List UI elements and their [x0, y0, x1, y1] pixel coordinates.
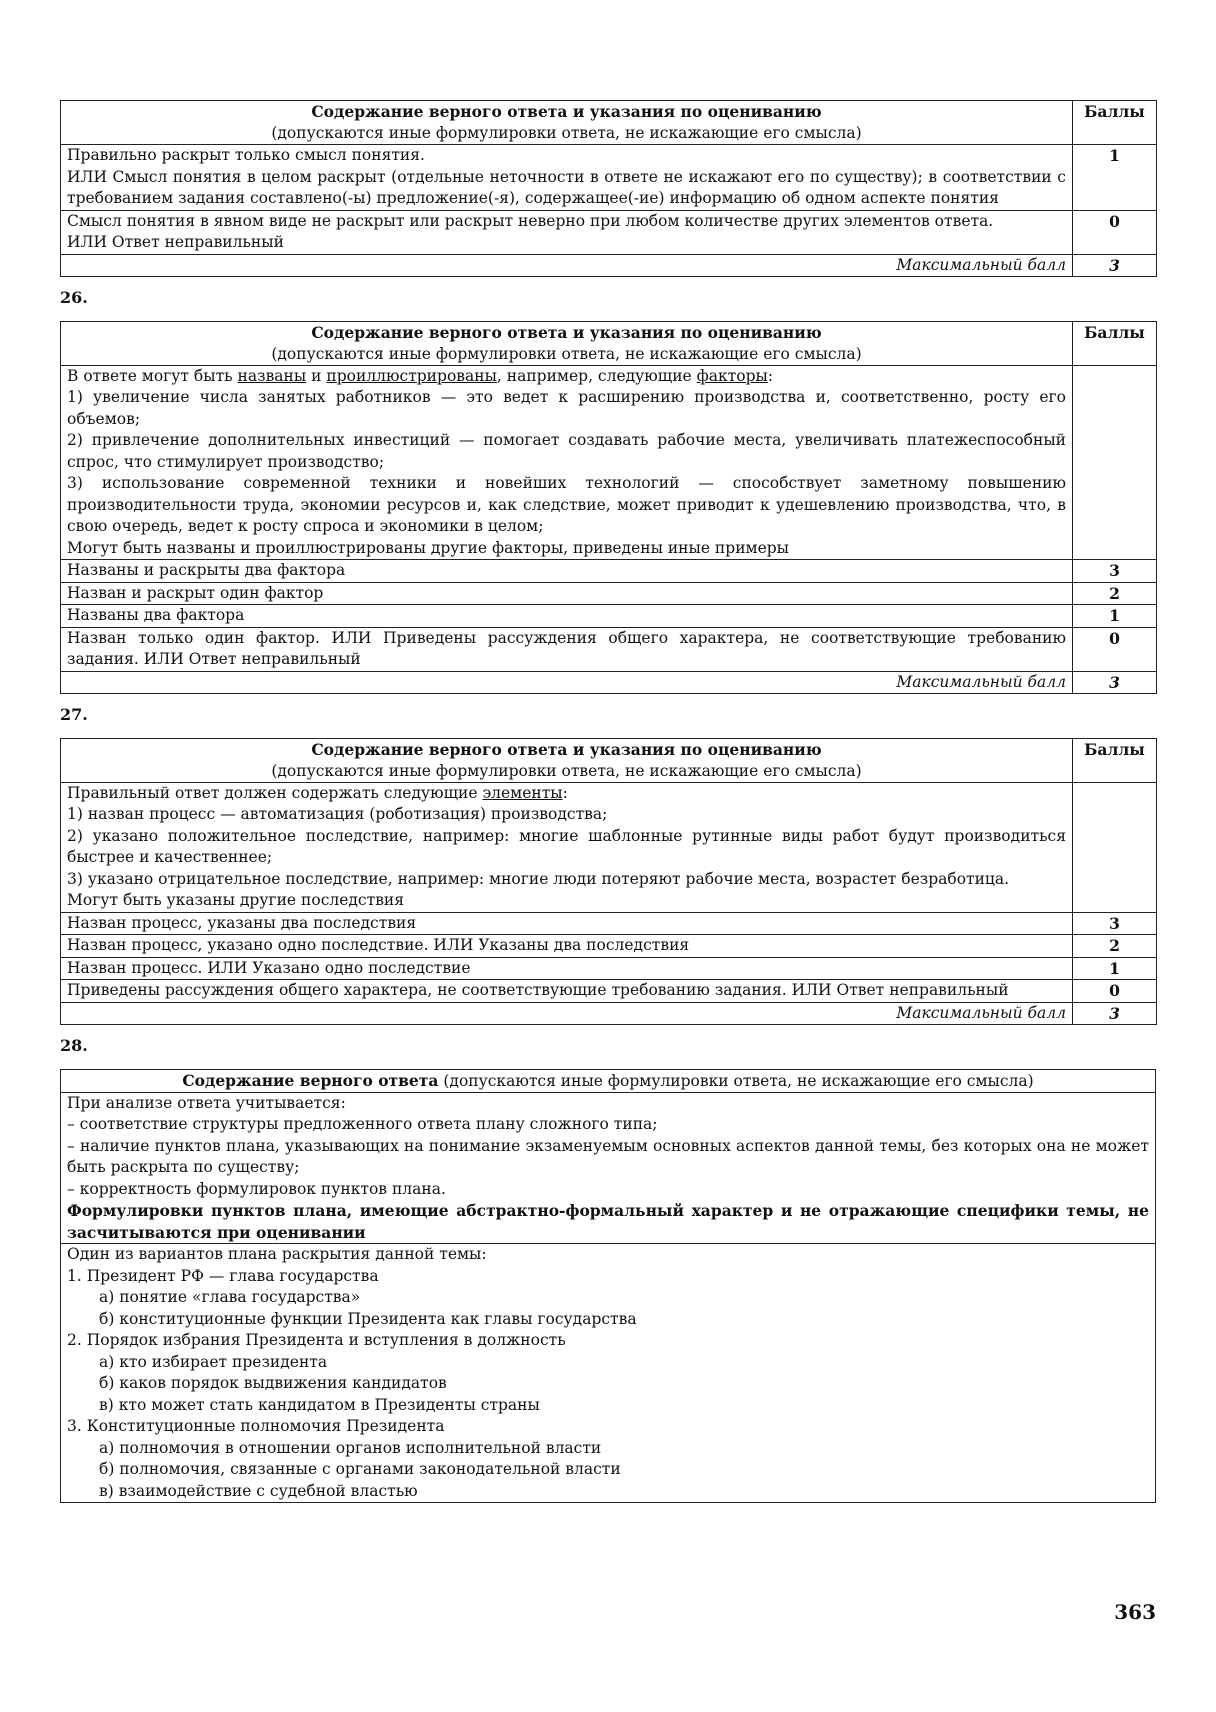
max-score-label: Максимальный балл [61, 671, 1073, 694]
plan-subpoint: а) понятие «глава государства» [99, 1288, 361, 1306]
plan-subpoint: б) конституционные функции Президента как главы государства [99, 1309, 637, 1328]
analysis-item: – соответствие структуры предложенного ответа плану сложного типа; [67, 1115, 658, 1133]
answer-intro: В ответе могут быть названы и проиллюстрированы, например, следующие факторы: [67, 366, 774, 385]
task25-table [60, 100, 1157, 277]
task27-points-header: Баллы [1073, 738, 1157, 782]
plan-subpoint: в) взаимодействие с судебной властью [99, 1481, 418, 1500]
answer-item: 2) привлечение дополнительных инвестиций — помогает создавать рабочие места, увеличивать платежеспособный спрос, что стимулирует производство; [67, 431, 1066, 471]
criterion-text: Назван процесс, указано одно последствие. ИЛИ Указаны два последствия [61, 935, 1073, 958]
plan-point: 3. Конституционные полномочия Президента [67, 1417, 445, 1435]
plan-point: 1. Президент РФ — глава государства [67, 1266, 379, 1285]
answer-item: 2) указано положительное последствие, например: многие шаблонные рутинные виды работ будут производиться быстрее и качественнее; [67, 826, 1066, 866]
answer-item: Могут быть указаны другие последствия [67, 891, 405, 909]
plan-subpoint: б) каков порядок выдвижения кандидатов [99, 1374, 447, 1392]
max-score-value: 3 [1073, 254, 1157, 277]
task26-points-header: Баллы [1073, 321, 1157, 365]
warning-note: Формулировки пунктов плана, имеющие абстрактно-формальный характер и не отражающие специфики темы, не засчитываются при оценивании [67, 1201, 1149, 1242]
max-score-label: Максимальный балл [61, 254, 1073, 277]
task-number-26: 26. [60, 288, 88, 307]
answer-item: 3) указано отрицательное последствие, например: многие люди потеряют рабочие места, возрастет безработица. [67, 869, 1010, 888]
task26-header: Содержание верного ответа и указания по оцениванию (допускаются иные формулировки ответа, не искажающие его смысла) [61, 321, 1073, 365]
criterion-text: Назван и раскрыт один фактор [61, 582, 1073, 605]
task25-points-header: Баллы [1073, 101, 1157, 145]
answer-content [61, 365, 1073, 560]
max-score-row [61, 671, 1157, 694]
answer-item: 1) увеличение числа занятых работников — это ведет к расширению производства и, соответственно, росту его объемов; [67, 388, 1066, 428]
analysis-item: – корректность формулировок пунктов плана. [67, 1179, 446, 1198]
criterion-points: 2 [1073, 582, 1157, 605]
criterion-text: Назван процесс, указаны два последствия [61, 912, 1073, 935]
answer-intro: Правильный ответ должен содержать следующие элементы: [67, 783, 568, 802]
answer-item: Могут быть названы и проиллюстрированы другие факторы, приведены иные примеры [67, 538, 790, 557]
plan-subpoint: а) кто избирает президента [99, 1352, 328, 1371]
task27-table [60, 738, 1157, 1026]
table-row [61, 1244, 1156, 1503]
task-number-27: 27. [60, 705, 88, 724]
task25-header: Содержание верного ответа и указания по оцениванию (допускаются иные формулировки ответа, не искажающие его смысла) [61, 101, 1073, 145]
criterion-text: Назван только один фактор. ИЛИ Приведены рассуждения общего характера, не соответствующие требованию задания. ИЛИ Ответ неправильный [61, 627, 1073, 671]
criterion-text: Приведены рассуждения общего характера, не соответствующие требованию задания. ИЛИ Ответ неправильный [61, 980, 1073, 1003]
criterion-points: 1 [1073, 957, 1157, 980]
criterion-text: Правильно раскрыт только смысл понятия. ИЛИ Смысл понятия в целом раскрыт (отдельные неточности в ответе не искажают его по существу); в соответствии с требованием задания составлено(-ы) предложение(-я), содержащее(-ие) информацию об одном аспекте понятия [61, 145, 1073, 211]
table-row [61, 582, 1157, 605]
plan-subpoint: в) кто может стать кандидатом в Президенты страны [99, 1395, 540, 1414]
criterion-text: Назван процесс. ИЛИ Указано одно последствие [61, 957, 1073, 980]
criterion-points: 2 [1073, 935, 1157, 958]
analysis-criteria: При анализе ответа учитывается: – соответствие структуры предложенного ответа плану сложного типа; – наличие пунктов плана, указывающих на понимание экзаменуемым основных аспектов данной темы, без которых она не может быть раскрыта по существу; – корректность формулировок пунктов плана. Формулировки пунктов плана, имеющие абстрактно-формальный характер и не отражающие специфики темы, не засчитываются при оценивании [61, 1092, 1156, 1244]
task27-header: Содержание верного ответа и указания по оцениванию (допускаются иные формулировки ответа, не искажающие его смысла) [61, 738, 1073, 782]
table-row [61, 957, 1157, 980]
table-row [61, 605, 1157, 628]
answer-item: 3) использование современной техники и новейших технологий — способствует заметному повышению производительности труда, экономии ресурсов и, как следствие, может приводит к удешевлению производства, что, в свою очередь, ведет к росту спроса и экономики в целом; [67, 474, 1066, 535]
criterion-points: 0 [1073, 627, 1157, 671]
plan-subpoint: б) полномочия, связанные с органами законодательной власти [99, 1460, 621, 1478]
answer-item: 1) назван процесс — автоматизация (роботизация) производства; [67, 805, 608, 823]
table-row [61, 560, 1157, 583]
plan-subpoint: а) полномочия в отношении органов исполнительной власти [99, 1438, 602, 1457]
criterion-text: Названы два фактора [61, 605, 1073, 628]
table-row [61, 980, 1157, 1003]
criterion-points: 1 [1073, 605, 1157, 628]
table-row [61, 627, 1157, 671]
table-row [61, 145, 1157, 211]
max-score-value: 3 [1073, 671, 1157, 694]
task26-table [60, 321, 1157, 695]
max-score-label: Максимальный балл [61, 1002, 1073, 1025]
plan-content: Один из вариантов плана раскрытия данной темы: 1. Президент РФ — глава государства а) понятие «глава государства» б) конституционные функции Президента как главы государства 2. Порядок избрания Президента и вступления в должность а) кто избирает президента б) каков порядок выдвижения кандидатов в) кто может стать кандидатом в Президенты страны 3. Конституционные полномочия Президента а) полномочия в отношении органов исполнительной власти б) полномочия, связанные с органами законодательной власти в) взаимодействие с судебной властью [61, 1244, 1156, 1503]
page-content [60, 100, 1156, 1503]
criterion-points: 0 [1073, 980, 1157, 1003]
table-row [61, 782, 1157, 912]
table-row [61, 935, 1157, 958]
max-score-value: 3 [1073, 1002, 1157, 1025]
max-score-row [61, 1002, 1157, 1025]
table-row [61, 1092, 1156, 1244]
answer-content [61, 782, 1073, 912]
criterion-points: 3 [1073, 560, 1157, 583]
task28-table [60, 1069, 1156, 1504]
criterion-points: 0 [1073, 210, 1157, 254]
plan-point: 2. Порядок избрания Президента и вступления в должность [67, 1331, 566, 1349]
max-score-row [61, 254, 1157, 277]
page-number: 363 [1114, 1600, 1156, 1624]
criterion-points: 3 [1073, 912, 1157, 935]
task28-header: Содержание верного ответа (допускаются иные формулировки ответа, не искажающие его смысла) [61, 1069, 1156, 1092]
analysis-item: – наличие пунктов плана, указывающих на понимание экзаменуемым основных аспектов данной темы, без которых она не может быть раскрыта по существу; [67, 1136, 1149, 1176]
table-row [61, 210, 1157, 254]
table-row [61, 912, 1157, 935]
criterion-text: Названы и раскрыты два фактора [61, 560, 1073, 583]
table-row [61, 365, 1157, 560]
criterion-text: Смысл понятия в явном виде не раскрыт или раскрыт неверно при любом количестве других элементов ответа. ИЛИ Ответ неправильный [61, 210, 1073, 254]
criterion-points: 1 [1073, 145, 1157, 211]
task-number-28: 28. [60, 1036, 88, 1055]
